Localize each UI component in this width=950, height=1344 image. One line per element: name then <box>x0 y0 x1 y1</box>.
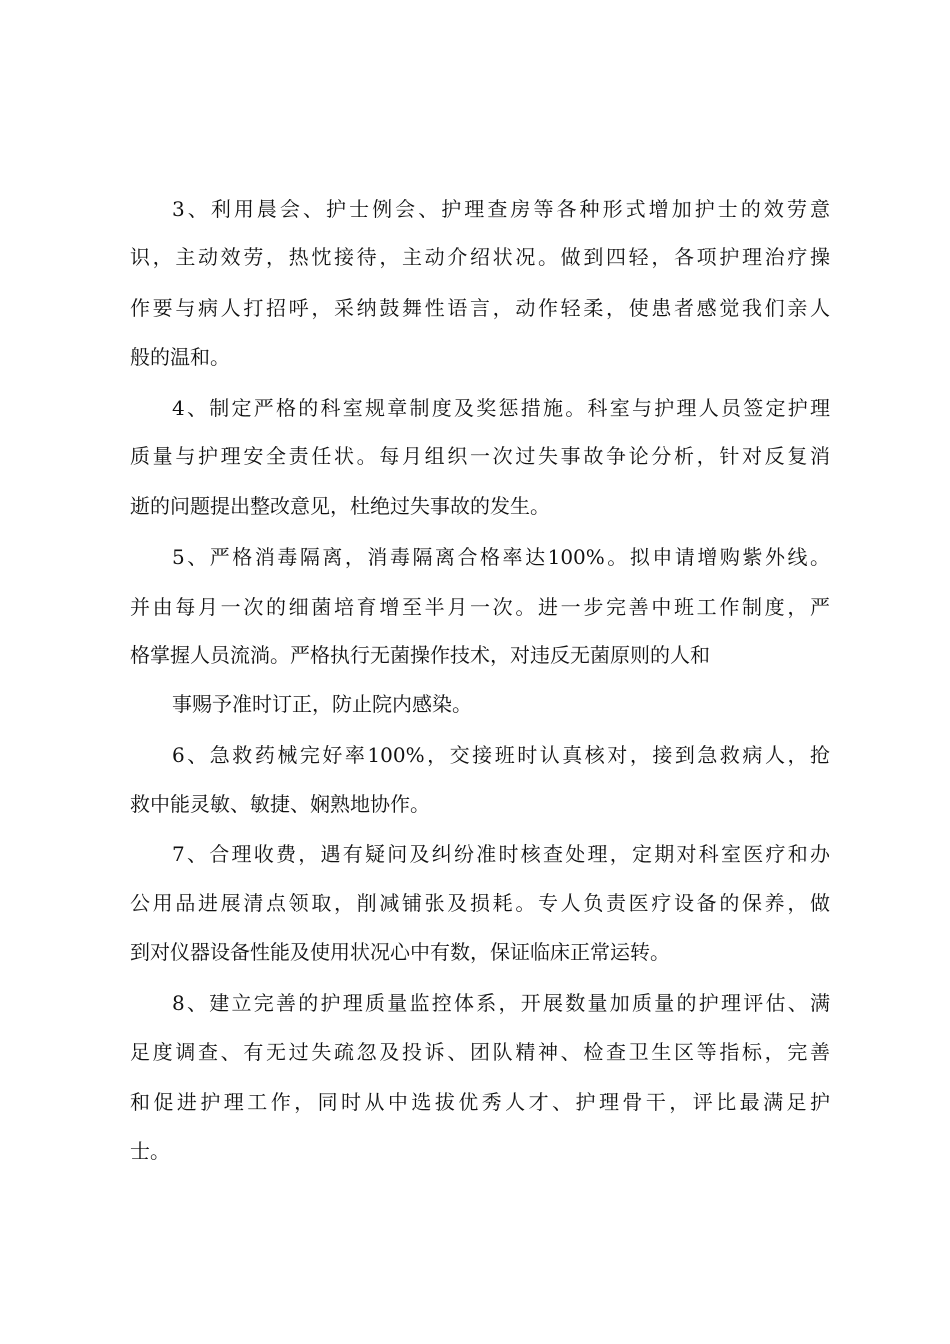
paragraph-8-line-3: 和促进护理工作，同时从中选拔优秀人才、护理骨干，评比最满足护 <box>130 1090 830 1114</box>
paragraph-6-line-2: 救中能灵敏、敏捷、娴熟地协作。 <box>130 792 430 816</box>
paragraph-3-line-3: 作要与病人打招呼，采纳鼓舞性语言，动作轻柔，使患者感觉我们亲人 <box>130 296 830 320</box>
paragraph-8-line-4: 士。 <box>130 1139 170 1163</box>
paragraph-7-line-3: 到对仪器设备性能及使用状况心中有数，保证临床正常运转。 <box>130 940 670 964</box>
paragraph-5-line-3: 格掌握人员流淌。严格执行无菌操作技术，对违反无菌原则的人和 <box>130 643 710 667</box>
paragraph-6-line-1: 6、急救药械完好率100%，交接班时认真核对，接到急救病人，抢 <box>172 743 830 767</box>
paragraph-7-line-1: 7、合理收费，遇有疑问及纠纷准时核查处理，定期对科室医疗和办 <box>172 842 830 866</box>
paragraph-3-line-1: 3、利用晨会、护士例会、护理查房等各种形式增加护士的效劳意 <box>172 197 830 221</box>
paragraph-5-line-2: 并由每月一次的细菌培育增至半月一次。进一步完善中班工作制度，严 <box>130 595 830 619</box>
paragraph-4-line-2: 质量与护理安全责任状。每月组织一次过失事故争论分析，针对反复消 <box>130 444 830 468</box>
paragraph-5-line-4: 事赐予准时订正，防止院内感染。 <box>172 692 472 716</box>
paragraph-8-line-1: 8、建立完善的护理质量监控体系，开展数量加质量的护理评估、满 <box>172 991 830 1015</box>
paragraph-3-line-4: 般的温和。 <box>130 345 230 369</box>
paragraph-8-line-2: 足度调查、有无过失疏忽及投诉、团队精神、检查卫生区等指标，完善 <box>130 1040 830 1064</box>
paragraph-7-line-2: 公用品进展清点领取，削减铺张及损耗。专人负责医疗设备的保养，做 <box>130 891 830 915</box>
paragraph-4-line-3: 逝的问题提出整改意见，杜绝过失事故的发生。 <box>130 494 550 518</box>
paragraph-5-line-1: 5、严格消毒隔离，消毒隔离合格率达100%。拟申请增购紫外线。 <box>172 545 830 569</box>
paragraph-3-line-2: 识，主动效劳，热忱接待，主动介绍状况。做到四轻，各项护理治疗操 <box>130 245 830 269</box>
paragraph-4-line-1: 4、制定严格的科室规章制度及奖惩措施。科室与护理人员签定护理 <box>172 396 830 420</box>
